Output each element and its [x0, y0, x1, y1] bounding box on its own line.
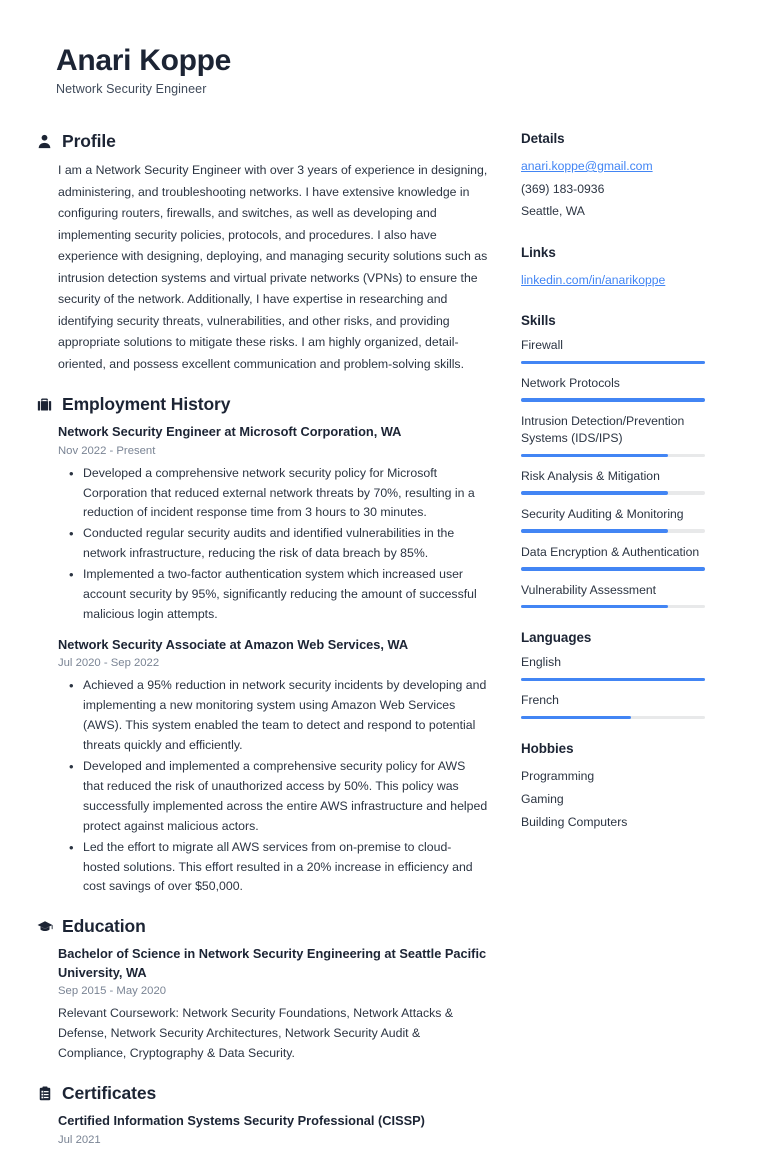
language-bar-fill — [521, 716, 631, 720]
education-entry-date: Sep 2015 - May 2020 — [58, 985, 167, 998]
section-title-certificates: Certificates — [62, 1083, 157, 1104]
section-profile — [36, 131, 488, 375]
section-header-certificates — [36, 1083, 488, 1104]
skill-bar-fill — [521, 454, 668, 458]
phone-number: (369) 183-0936 — [521, 181, 605, 196]
linkedin-link[interactable]: linkedin.com/in/anarikoppe — [521, 272, 666, 287]
sidebar-block-links — [521, 245, 717, 292]
language-bar-track — [521, 716, 705, 720]
skill-label: Intrusion Detection/Prevention Systems (IDS/IPS) — [521, 413, 685, 446]
graduation-cap-icon — [36, 918, 53, 935]
sidebar-block-hobbies — [521, 741, 717, 834]
skill-bar-track — [521, 454, 705, 458]
skill-label: Data Encryption & Authentication — [521, 544, 700, 559]
bullet-item: • Conducted regular security audits and identified vulnerabilities in the network infrastructure, reducing the risk of data breach by 85%. — [83, 524, 488, 564]
profile-text: I am a Network Security Engineer with over 3 years of experience in designing, administering, and troubleshooting networks. I have extensive knowledge in configuring routers, firewalls, and switches, as well as developing and implementing security policies, protocols, and procedures. I also have experience with designing, deploying, and managing security solutions such as intrusion detection systems and virtual private networks (VPNs) to ensure the security of the network. Additionally, I have expertise in researching and identifying security threats, vulnerabilities, and other risks, and providing appropriate solutions to mitigate these risks. I am highly organized, detail-oriented, and possess excellent communication and problem-solving skills. — [58, 163, 488, 371]
language-label: English — [521, 655, 561, 670]
email-link[interactable]: anari.koppe@gmail.com — [521, 159, 653, 173]
language-bar-fill — [521, 678, 705, 682]
skill-label: Risk Analysis & Mitigation — [521, 469, 660, 484]
sidebar-column — [521, 131, 717, 856]
skill-bar-fill — [521, 605, 668, 609]
candidate-name: Anari Koppe — [56, 44, 232, 77]
language-item — [521, 654, 717, 681]
sidebar-title-details: Details — [521, 131, 565, 146]
person-icon — [36, 133, 53, 150]
certificate-entry — [36, 1112, 488, 1148]
employment-entry — [36, 423, 488, 625]
location-text: Seattle, WA — [521, 204, 585, 219]
skill-item — [521, 582, 717, 609]
hobby-item: Gaming — [521, 791, 564, 806]
clipboard-icon — [36, 1085, 53, 1102]
skill-item — [521, 375, 717, 402]
employment-entry-date: Nov 2022 - Present — [58, 444, 156, 457]
employment-entry — [36, 636, 488, 897]
section-title-employment: Employment History — [62, 394, 231, 415]
employment-entry-bullets — [58, 676, 488, 897]
skill-item — [521, 506, 717, 533]
skill-bar-fill — [521, 361, 705, 365]
section-header-employment — [36, 394, 488, 415]
candidate-job-title: Network Security Engineer — [56, 82, 207, 96]
briefcase-icon — [36, 396, 53, 413]
employment-entry-title: Network Security Associate at Amazon Web Services, WA — [58, 636, 409, 652]
employment-entry-date: Jul 2020 - Sep 2022 — [58, 657, 160, 670]
main-column — [36, 131, 488, 1168]
skill-item — [521, 337, 717, 364]
section-certificates — [36, 1083, 488, 1148]
skill-bar-track — [521, 361, 705, 365]
language-item — [521, 692, 717, 719]
sidebar-block-skills — [521, 313, 717, 608]
bullet-item: • Developed a comprehensive network security policy for Microsoft Corporation that reduced external network threats by 70%, resulting in a reduction of incident response time from 3 hours to 30 minutes. — [83, 464, 488, 524]
skill-item — [521, 413, 717, 457]
skill-label: Firewall — [521, 338, 563, 353]
sidebar-block-languages — [521, 630, 717, 719]
hobby-item: Programming — [521, 769, 595, 784]
skill-item — [521, 544, 717, 571]
section-education — [36, 916, 488, 1064]
sidebar-title-languages: Languages — [521, 630, 592, 646]
education-entry-title: Bachelor of Science in Network Security Engineering at Seattle Pacific University, WA — [58, 946, 487, 980]
skill-bar-fill — [521, 529, 668, 533]
skill-bar-fill — [521, 398, 705, 402]
skill-bar-fill — [521, 491, 668, 495]
sidebar-title-links: Links — [521, 244, 556, 260]
section-employment — [36, 394, 488, 897]
certificate-entry-title: Certified Information Systems Security Professional (CISSP) — [58, 1113, 425, 1129]
skill-bar-fill — [521, 567, 705, 571]
section-header-education — [36, 916, 488, 937]
skill-bar-track — [521, 605, 705, 609]
hobby-item: Building Computers — [521, 814, 628, 829]
section-header-profile — [36, 131, 488, 152]
education-entry — [36, 945, 488, 1064]
sidebar-block-details — [521, 131, 717, 223]
skill-item — [521, 468, 717, 495]
section-title-profile: Profile — [62, 131, 116, 151]
skill-label: Vulnerability Assessment — [521, 582, 657, 597]
resume-header — [56, 44, 231, 96]
skill-bar-track — [521, 567, 705, 571]
bullet-item: • Achieved a 95% reduction in network security incidents by developing and implementing a new monitoring system using Amazon Web Services (AWS). This system enabled the team to detect and respond to potential threats quickly and efficiently. — [83, 676, 488, 756]
skill-bar-track — [521, 529, 705, 533]
bullet-item: • Led the effort to migrate all AWS services from on-premise to cloud-hosted solutions. This effort resulted in a 20% increase in efficiency and cost savings of over $50,000. — [83, 838, 488, 898]
language-label: French — [521, 693, 559, 708]
language-bar-track — [521, 678, 705, 682]
skill-label: Security Auditing & Monitoring — [521, 506, 684, 521]
certificate-entry-date: Jul 2021 — [58, 1133, 101, 1146]
skill-bar-track — [521, 398, 705, 402]
section-title-education: Education — [62, 916, 146, 937]
sidebar-title-skills: Skills — [521, 313, 556, 329]
skill-bar-track — [521, 491, 705, 495]
education-entry-description: Relevant Coursework: Network Security Foundations, Network Attacks & Defense, Network Security Architectures, Network Security Audit & Compliance, Cryptography & Data Security. — [58, 1006, 454, 1061]
employment-entry-title: Network Security Engineer at Microsoft Corporation, WA — [58, 424, 402, 440]
bullet-item: • Developed and implemented a comprehensive security policy for AWS that reduced the risk of unauthorized access by 50%. This policy was successfully implemented across the entire AWS infrastructure and helped protect against malicious actors. — [83, 757, 488, 837]
skill-label: Network Protocols — [521, 376, 620, 391]
bullet-item: • Implemented a two-factor authentication system which increased user account security by 95%, significantly reducing the amount of successful malicious login attempts. — [83, 565, 488, 625]
employment-entry-bullets — [58, 464, 488, 625]
sidebar-title-hobbies: Hobbies — [521, 741, 574, 757]
